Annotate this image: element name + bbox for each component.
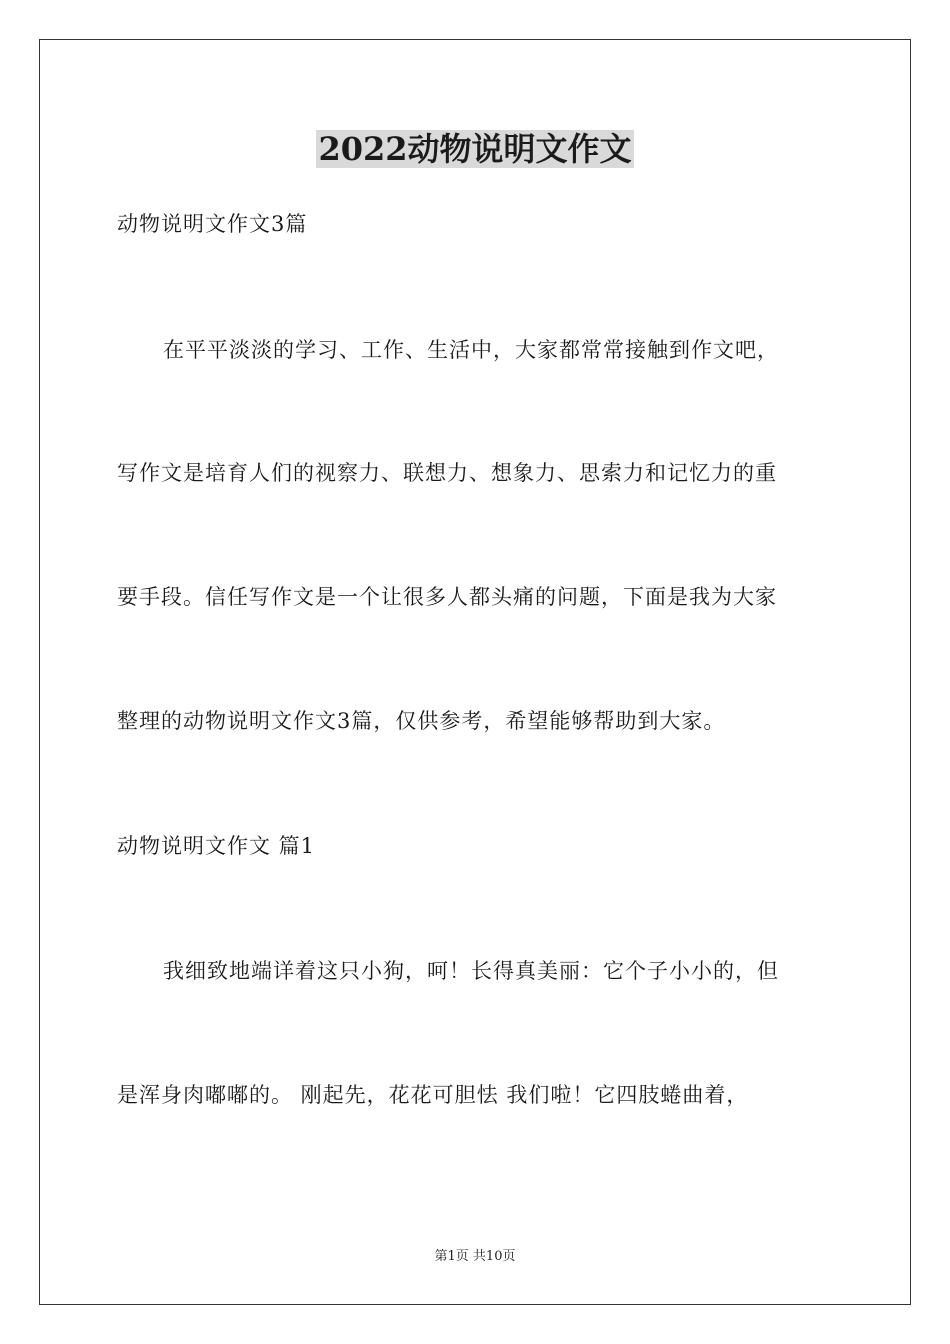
page-number-footer: 第1页 共10页 (434, 1249, 516, 1264)
section-heading: 动物说明文作文 篇1 (117, 834, 316, 858)
paragraph-line: 整理的动物说明文作文3篇，仅供参考，希望能够帮助到大家。 (117, 709, 726, 733)
subtitle-line: 动物说明文作文3篇 (117, 212, 308, 236)
paragraph-line: 是浑身肉嘟嘟的。 刚起先，花花可胆怯 我们啦！它四肢蜷曲着， (117, 1083, 749, 1107)
paragraph-line: 写作文是培育人们的视察力、联想力、想象力、思索力和记忆力的重 (117, 461, 777, 485)
document-title (0, 125, 950, 173)
document-title-text: 2022动物说明文作文 (318, 130, 632, 168)
paragraph-line: 在平平淡淡的学习、工作、生活中，大家都常常接触到作文吧， (163, 338, 779, 362)
paragraph-line: 要手段。信任写作文是一个让很多人都头痛的问题，下面是我为大家 (117, 585, 777, 609)
paragraph-line: 我细致地端详着这只小狗，呵！长得真美丽：它个子小小的，但 (163, 959, 779, 983)
